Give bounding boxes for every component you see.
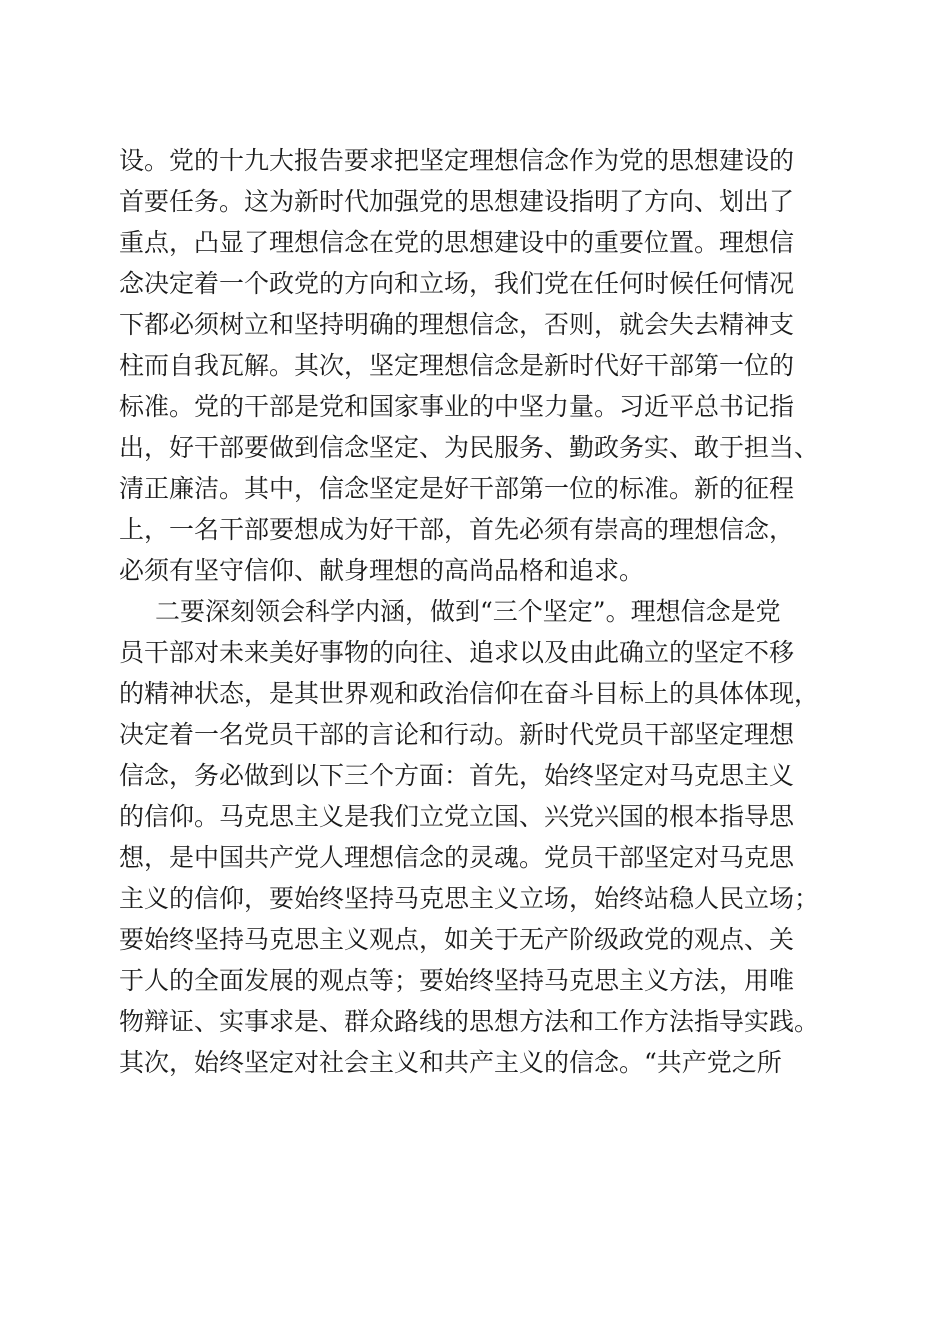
text-line: 决定着一名党员干部的言论和行动。新时代党员干部坚定理想 [119,720,795,749]
text-line: 的信仰。马克思主义是我们立党立国、兴党兴国的根本指导思 [119,802,795,831]
text-line: 想，是中国共产党人理想信念的灵魂。党员干部坚定对马克思 [119,843,795,872]
text-line: 设。党的十九大报告要求把坚定理想信念作为党的思想建设的 [119,146,795,175]
text-line: 柱而自我瓦解。其次，坚定理想信念是新时代好干部第一位的 [119,351,795,380]
text-line: 下都必须树立和坚持明确的理想信念，否则，就会失去精神支 [119,310,795,339]
text-line: 必须有坚守信仰、献身理想的高尚品格和追求。 [119,556,645,585]
text-line: 上，一名干部要想成为好干部，首先必须有崇高的理想信念， [119,515,795,544]
body-text [119,140,849,1083]
text-line: 出，好干部要做到信念坚定、为民服务、勤政务实、敢于担当、 [119,433,820,462]
text-line: 其次，始终坚定对社会主义和共产主义的信念。“共产党之所 [119,1048,782,1077]
paragraph-start-line: 二要深刻领会科学内涵，做到“三个坚定”。理想信念是党 [155,597,781,626]
text-line: 于人的全面发展的观点等；要始终坚持马克思主义方法，用唯 [119,966,795,995]
text-line: 念决定着一个政党的方向和立场，我们党在任何时候任何情况 [119,269,795,298]
text-line: 首要任务。这为新时代加强党的思想建设指明了方向、划出了 [119,187,795,216]
text-line: 物辩证、实事求是、群众路线的思想方法和工作方法指导实践。 [119,1007,820,1036]
text-line: 的精神状态，是其世界观和政治信仰在奋斗目标上的具体体现， [119,679,820,708]
text-line: 信念，务必做到以下三个方面：首先，始终坚定对马克思主义 [119,761,795,790]
text-line: 主义的信仰，要始终坚持马克思主义立场，始终站稳人民立场； [119,884,820,913]
text-line: 要始终坚持马克思主义观点，如关于无产阶级政党的观点、关 [119,925,795,954]
text-line: 标准。党的干部是党和国家事业的中坚力量。习近平总书记指 [119,392,795,421]
text-line: 员干部对未来美好事物的向往、追求以及由此确立的坚定不移 [119,638,795,667]
text-line: 重点，凸显了理想信念在党的思想建设中的重要位置。理想信 [119,228,795,257]
text-line: 清正廉洁。其中，信念坚定是好干部第一位的标准。新的征程 [119,474,795,503]
